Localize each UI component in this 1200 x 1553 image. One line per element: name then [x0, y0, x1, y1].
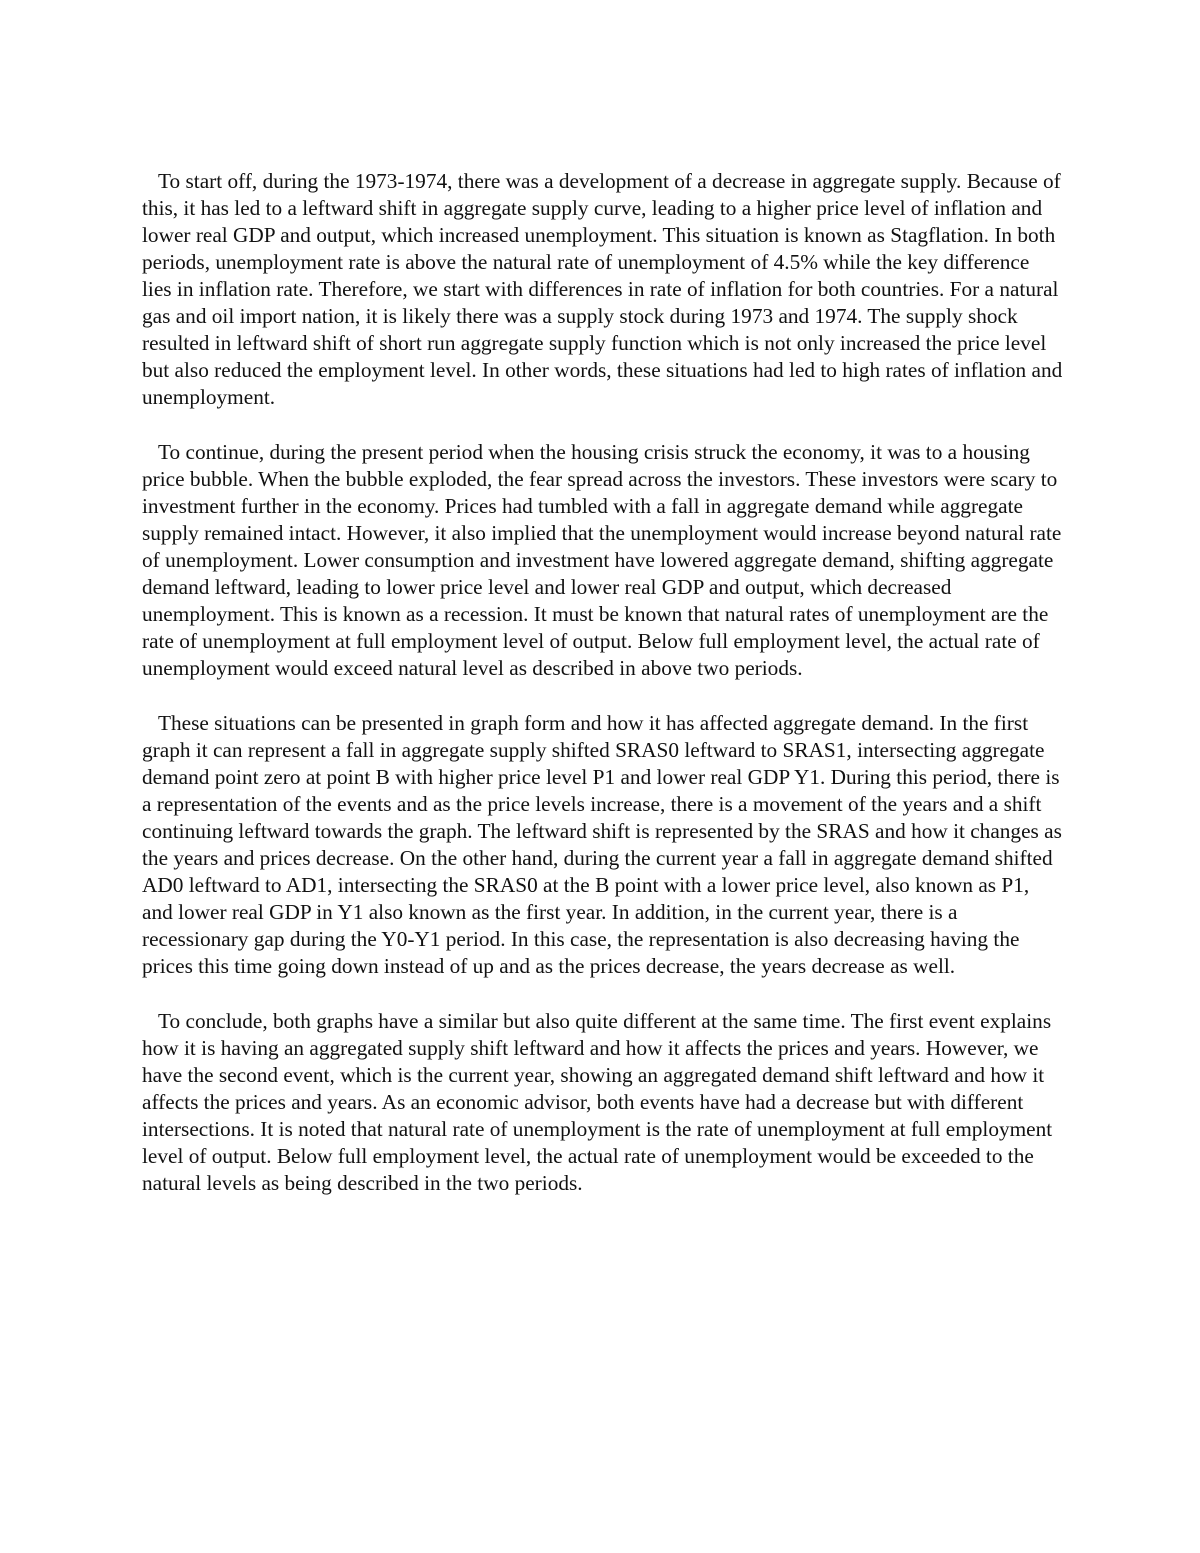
paragraph-3: These situations can be presented in graph form and how it has affected aggregate demand. In the first graph it can represent a fall in aggregate supply shifted SRAS0 leftward to SRAS1, intersecting aggregate demand point zero at point B with higher price level P1 and lower real GDP Y1. During this period, there is a representation of the events and as the price levels increase, there is a movement of the years and a shift continuing leftward towards the graph. The leftward shift is represented by the SRAS and how it changes as the years and prices decrease. On the other hand, during the current year a fall in aggregate demand shifted AD0 leftward to AD1, intersecting the SRAS0 at the B point with a lower price level, also known as P1, and lower real GDP in Y1 also known as the first year. In addition, in the current year, there is a recessionary gap during the Y0-Y1 period. In this case, the representation is also decreasing having the prices this time going down instead of up and as the prices decrease, the years decrease as well. — [142, 711, 1062, 978]
paragraph-4: To conclude, both graphs have a similar but also quite different at the same time. The first event explains how it is having an aggregated supply shift leftward and how it affects the prices and years. However, we have the second event, which is the current year, showing an aggregated demand shift leftward and how it affects the prices and years. As an economic advisor, both events have had a decrease but with different intersections. It is noted that natural rate of unemployment is the rate of unemployment at full employment level of output. Below full employment level, the actual rate of unemployment would be exceeded to the natural levels as being described in the two periods. — [142, 1009, 1053, 1195]
paragraph-1: To start off, during the 1973-1974, there was a development of a decrease in aggregate supply. Because of this, it has led to a leftward shift in aggregate supply curve, leading to a higher price level of inflation and lower real GDP and output, which increased unemployment. This situation is known as Stagflation. In both periods, unemployment rate is above the natural rate of unemployment of 4.5% while the key difference lies in inflation rate. Therefore, we start with differences in rate of inflation for both countries. For a natural gas and oil import nation, it is likely there was a supply stock during 1973 and 1974. The supply shock resulted in leftward shift of short run aggregate supply function which is not only increased the price level but also reduced the employment level. In other words, these situations had led to high rates of inflation and unemployment. — [142, 169, 1063, 409]
paragraph-2: To continue, during the present period when the housing crisis struck the economy, it was to a housing price bubble. When the bubble exploded, the fear spread across the investors. These investors were scary to investment further in the economy. Prices had tumbled with a fall in aggregate demand while aggregate supply remained intact. However, it also implied that the unemployment would increase beyond natural rate of unemployment. Lower consumption and investment have lowered aggregate demand, shifting aggregate demand leftward, leading to lower price level and lower real GDP and output, which decreased unemployment. This is known as a recession. It must be known that natural rates of unemployment are the rate of unemployment at full employment level of output. Below full employment level, the actual rate of unemployment would exceed natural level as described in above two periods. — [142, 440, 1062, 680]
